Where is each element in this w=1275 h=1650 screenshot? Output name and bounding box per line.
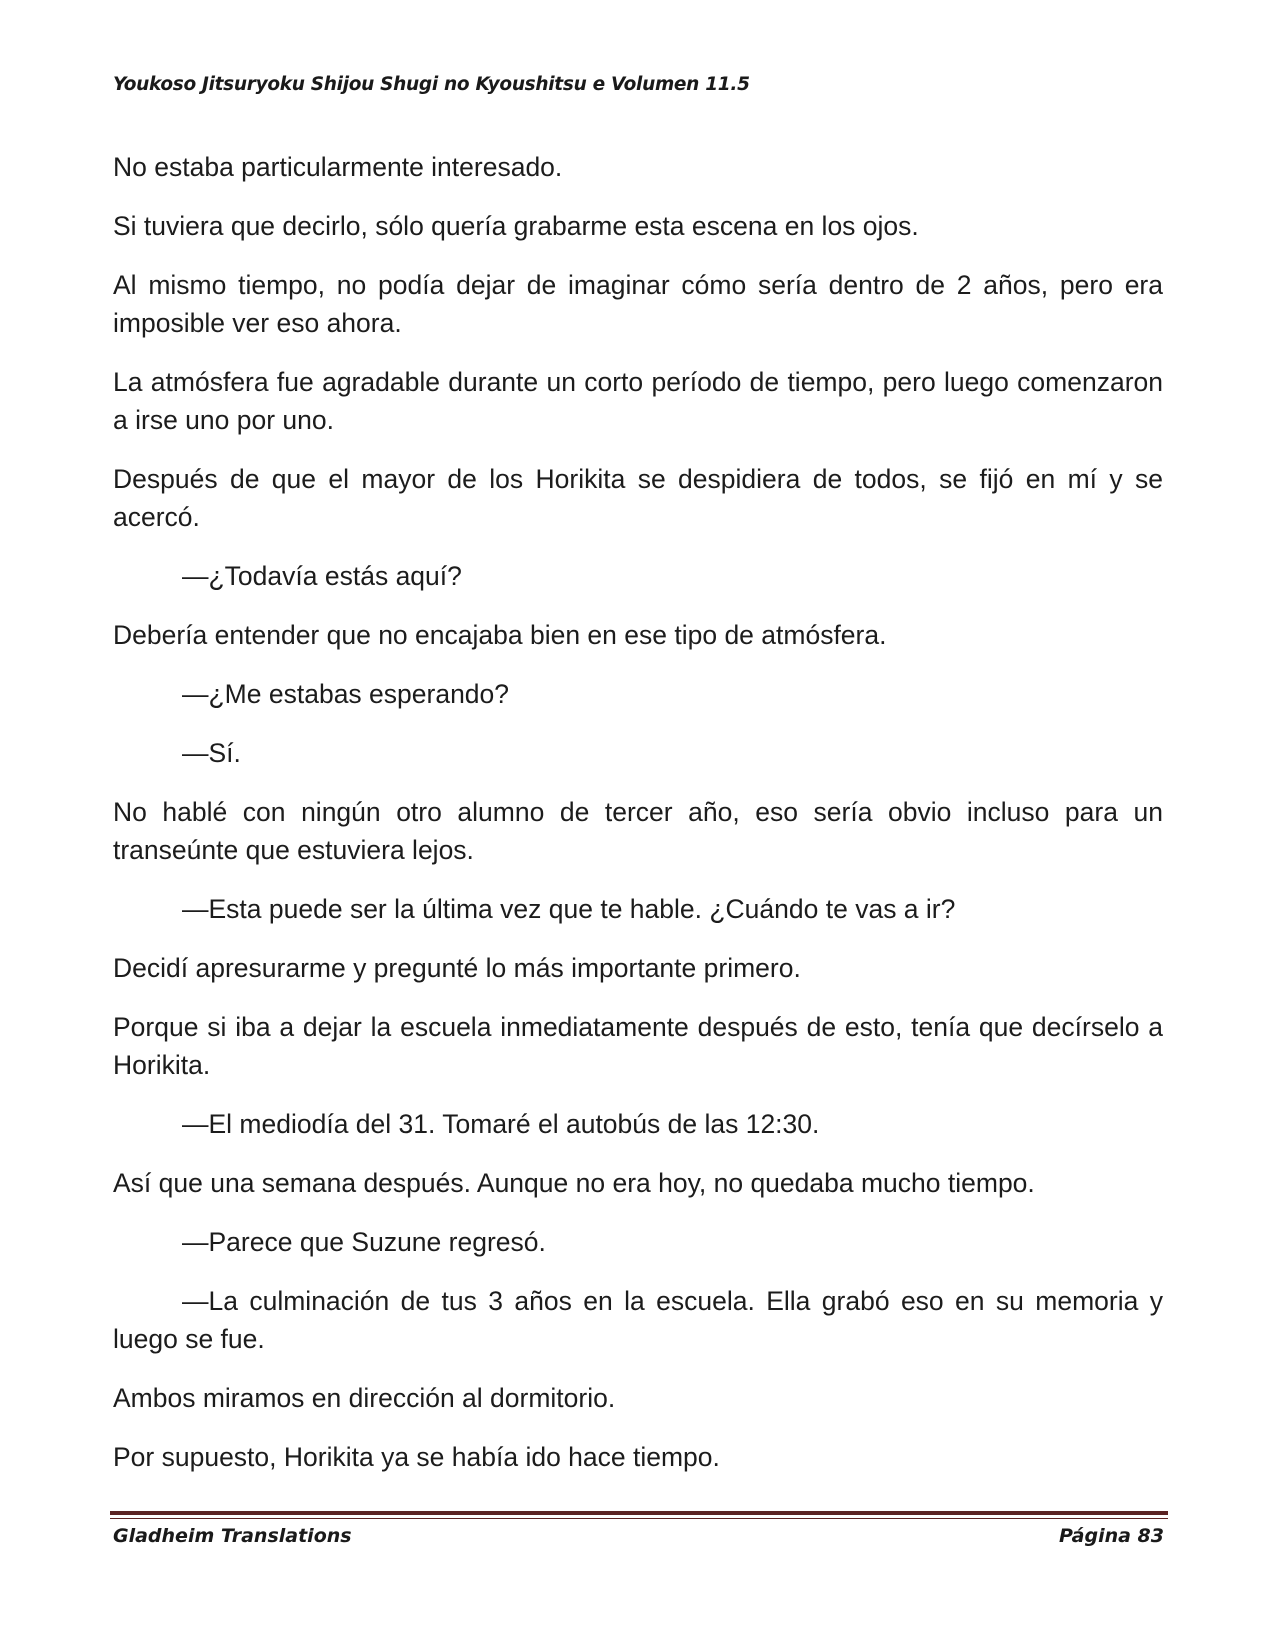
footer-divider-thick [110,1511,1168,1515]
paragraph: Por supuesto, Horikita ya se había ido hace tiempo. [113,1442,720,1472]
paragraph: Ambos miramos en dirección al dormitorio. [113,1383,616,1413]
dialogue-line: —Parece que Suzune regresó. [182,1227,546,1257]
paragraph: Al mismo tiempo, no podía dejar de imaginar cómo sería dentro de 2 años, pero era imposible ver eso ahora. [113,270,1163,338]
dialogue-line: —El mediodía del 31. Tomaré el autobús de las 12:30. [182,1109,820,1139]
paragraph: Decidí apresurarme y pregunté lo más importante primero. [113,953,801,983]
dialogue-line: —Sí. [182,738,241,768]
dialogue-line: —Esta puede ser la última vez que te hable. ¿Cuándo te vas a ir? [182,894,956,924]
paragraph: Si tuviera que decirlo, sólo quería grabarme esta escena en los ojos. [113,211,919,241]
paragraph: Después de que el mayor de los Horikita se despidiera de todos, se fijó en mí y se acercó. [113,464,1163,532]
paragraph: Así que una semana después. Aunque no era hoy, no quedaba mucho tiempo. [113,1168,1035,1198]
paragraph: Porque si iba a dejar la escuela inmediatamente después de esto, tenía que decírselo a Horikita. [113,1012,1163,1080]
footer-divider-thin [110,1518,1168,1519]
running-header-title: Youkoso Jitsuryoku Shijou Shugi no Kyoushitsu e Volumen 11.5 [113,74,750,95]
body-text [113,148,1163,1497]
dialogue-line: —¿Todavía estás aquí? [182,561,462,591]
footer-publisher: Gladheim Translations [113,1525,352,1547]
paragraph: No estaba particularmente interesado. [113,152,563,182]
paragraph: Debería entender que no encajaba bien en ese tipo de atmósfera. [113,620,887,650]
paragraph: La atmósfera fue agradable durante un corto período de tiempo, pero luego comenzaron a irse uno por uno. [113,367,1163,435]
dialogue-line: —¿Me estabas esperando? [182,679,510,709]
paragraph: No hablé con ningún otro alumno de tercer año, eso sería obvio incluso para un transeúnte que estuviera lejos. [113,797,1163,865]
footer-page-number: Página 83 [1058,1525,1164,1547]
dialogue-line: —La culminación de tus 3 años en la escuela. Ella grabó eso en su memoria y luego se fue. [113,1286,1163,1354]
